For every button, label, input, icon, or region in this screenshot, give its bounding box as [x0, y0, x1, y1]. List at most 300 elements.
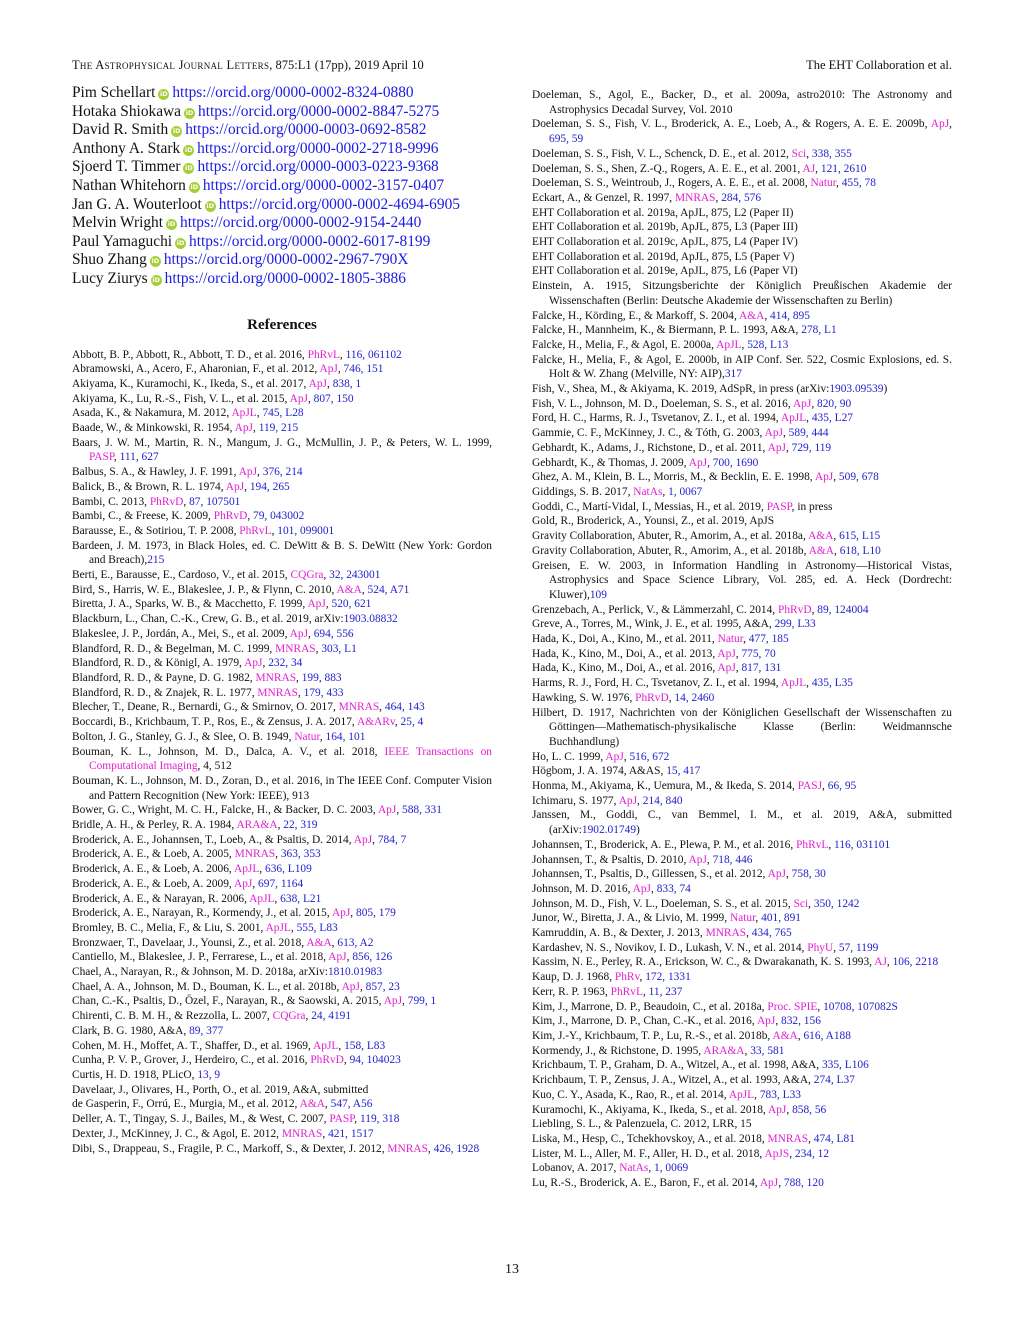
volume-link[interactable]: 474, L81 — [813, 1132, 855, 1145]
volume-link[interactable]: 856, 126 — [352, 951, 393, 964]
journal-link[interactable]: ApJ — [244, 657, 263, 670]
journal-link[interactable]: ApJ — [308, 377, 327, 390]
reference-text: Krichbaum, T. P., Zensus, J. A., Witzel, A., et al. 1993, A&A, — [532, 1074, 814, 1087]
reference-text: Blandford, R. D., & Begelman, M. C. 1999, — [72, 642, 276, 655]
journal-link[interactable]: ARA&A — [703, 1044, 745, 1057]
reference-item — [532, 382, 952, 397]
journal-link[interactable]: MNRAS — [338, 701, 380, 714]
volume-link[interactable]: 199, 883 — [301, 672, 342, 684]
journal-link[interactable]: MNRAS — [674, 191, 716, 204]
reference-text: Berti, E., Barausse, E., Cardoso, V., et al. 2015, — [72, 569, 291, 582]
reference-text: EHT Collaboration et al. 2019d, ApJL, 875, L5 (Paper V) — [532, 250, 795, 263]
volume-link[interactable]: 426, 1928 — [433, 1142, 480, 1155]
reference-item — [532, 706, 952, 750]
volume-link[interactable]: 172, 1331 — [645, 971, 691, 984]
volume-link[interactable]: 695, 59 — [549, 133, 584, 146]
volume-link[interactable]: 116, 031101 — [834, 838, 891, 851]
volume-link[interactable]: 66, 95 — [827, 780, 857, 793]
volume-link[interactable]: 817, 131 — [741, 662, 782, 675]
reference-text: Davelaar, J., Olivares, H., Porth, O., et al. 2019, A&A, submitted — [72, 1083, 369, 1096]
journal-link[interactable]: A&A — [772, 1030, 798, 1042]
journal-link[interactable]: ApJL — [265, 921, 291, 934]
reference-item: Cunha, P. V. P., Grover, J., Herdeiro, C., et al. 2016, PhRvD, 94, 104023 — [72, 1054, 401, 1067]
volume-link[interactable]: 335, L106 — [821, 1059, 869, 1072]
reference-item: Gebhardt, K., Adams, J., Richstone, D., et al. 2011, ApJ, 729, 119 — [532, 441, 832, 454]
reference-item: Ghez, A. M., Klein, B. L., Morris, M., & Becklin, E. E. 1998, ApJ, 509, 678 — [532, 471, 879, 484]
volume-link[interactable]: 274, L37 — [813, 1074, 855, 1087]
volume-link[interactable]: 106, 2218 — [892, 956, 939, 969]
journal-link[interactable]: ApJ — [756, 1015, 776, 1028]
volume-link[interactable]: 10708, 107082S — [823, 1000, 898, 1013]
volume-link[interactable]: 116, 061102 — [345, 348, 402, 361]
volume-link[interactable]: 376, 214 — [262, 466, 303, 479]
journal-link[interactable]: ApJ — [319, 363, 338, 376]
journal-link[interactable]: NatAs — [619, 1162, 649, 1175]
orcid-link[interactable]: https://orcid.org/0000-0002-3157-0407 — [202, 176, 445, 194]
volume-link[interactable]: 87, 107501 — [189, 495, 241, 508]
journal-link[interactable]: ApJ — [759, 1177, 779, 1190]
journal-link[interactable]: AJ — [874, 956, 887, 969]
journal-link[interactable]: MNRAS — [257, 686, 298, 699]
journal-link[interactable]: ApJ — [341, 980, 360, 993]
volume-link[interactable]: 799, 1 — [407, 995, 437, 1008]
volume-link[interactable]: 775, 70 — [741, 647, 776, 660]
journal-link[interactable]: A&A — [808, 530, 834, 543]
reference-text: Kardashev, N. S., Novikov, I. D., Lukash, V. N., et al. 2014, — [532, 941, 808, 954]
journal-link[interactable]: Natur — [729, 912, 756, 925]
journal-link[interactable]: ApJL — [233, 863, 260, 876]
journal-link[interactable]: ApJL — [780, 677, 807, 690]
volume-link[interactable]: 1903.09539 — [829, 383, 884, 396]
orcid-icon[interactable]: iD — [151, 257, 160, 266]
reference-item: Berti, E., Barausse, E., Cardoso, V., et al. 2015, CQGra, 32, 243001 — [72, 569, 381, 582]
volume-link[interactable]: 858, 56 — [792, 1103, 827, 1116]
reference-text: Johnson, M. D., Fish, V. L., Doeleman, S. S., et al. 2015, — [532, 897, 794, 910]
volume-link[interactable]: 284, 576 — [721, 191, 762, 204]
reference-text: Gravity Collaboration, Abuter, R., Amorim, A., et al. 2018b, — [532, 544, 809, 557]
reference-text: Biretta, J. A., Sparks, W. B., & Macchetto, F. 1999, — [72, 598, 308, 611]
journal-link[interactable]: CQGra — [272, 1010, 306, 1023]
orcid-link[interactable]: https://orcid.org/0000-0002-8847-5275 — [198, 102, 440, 120]
orcid-icon[interactable]: iD — [176, 238, 185, 247]
journal-link[interactable]: ApJ — [289, 627, 309, 640]
volume-link[interactable]: 414, 895 — [770, 309, 810, 322]
journal-link[interactable]: Sci — [793, 897, 809, 910]
volume-link[interactable]: 79, 043002 — [253, 510, 305, 523]
volume-link[interactable]: 89, 124004 — [817, 603, 869, 616]
reference-item: Cantiello, M., Blakeslee, J. P., Ferrarese, L., et al. 2018, ApJ, 856, 126 — [72, 951, 393, 964]
orcid-icon[interactable]: iD — [152, 275, 160, 284]
journal-link[interactable]: ApJ — [377, 804, 397, 817]
volume-link[interactable]: 89, 377 — [189, 1024, 224, 1037]
reference-item: Baars, J. W. M., Martin, R. N., Mangum, J. G., McMullin, J. P., & Peters, W. L. 1999, PASP, 111, 627 — [72, 436, 492, 464]
journal-link[interactable]: ApJ — [289, 392, 308, 405]
author-entry — [72, 103, 492, 122]
reference-text: Broderick, A. E., & Loeb, A. 2005, — [72, 848, 235, 861]
reference-text: Doeleman, S., Agol, E., Backer, D., et al. 2009a, astro2010: The Astronomy and Astrophysics Decadal Survey, Vol. 2010 — [532, 89, 952, 116]
volume-link[interactable]: 14, 2460 — [674, 691, 715, 704]
volume-link[interactable]: 22, 319 — [283, 819, 318, 832]
reference-item: Kassim, N. E., Perley, R. A., Erickson, W. C., & Dwarakanath, K. S. 1993, AJ, 106, 2218 — [532, 956, 939, 969]
volume-link[interactable]: 700, 1690 — [712, 456, 759, 469]
journal-link[interactable]: MNRAS — [705, 927, 747, 940]
journal-link[interactable]: ApJ — [307, 598, 326, 611]
journal-link[interactable]: AJ — [802, 162, 816, 175]
journal-link[interactable]: ApJ — [618, 794, 638, 807]
journal-link[interactable]: IEEE Transactions on Computational Imaging — [89, 745, 492, 773]
journal-link[interactable]: PhRvD — [149, 495, 184, 508]
volume-link[interactable]: 516, 672 — [629, 750, 670, 763]
volume-link[interactable]: 194, 265 — [249, 480, 290, 493]
orcid-icon[interactable]: iD — [167, 220, 176, 229]
reference-item: Ho, L. C. 1999, ApJ, 516, 672 — [532, 750, 670, 763]
volume-link[interactable]: 303, L1 — [321, 642, 357, 655]
orcid-link[interactable]: https://orcid.org/0000-0002-6017-8199 — [189, 232, 431, 250]
journal-link[interactable]: PhRvL — [610, 985, 643, 998]
journal-link[interactable]: ApJ — [792, 397, 812, 410]
reference-text: Ho, L. C. 1999, — [532, 750, 606, 763]
journal-link[interactable]: PhRvD — [310, 1054, 344, 1067]
volume-link[interactable]: 214, 840 — [642, 794, 683, 807]
journal-link[interactable]: ApJ — [331, 907, 351, 920]
reference-text: Bird, S., Harris, W. E., Blakeslee, J. P., & Flynn, C. 2010, — [72, 583, 337, 596]
reference-item: Chan, C.-K., Psaltis, D., Özel, F., Narayan, R., & Saowski, A. 2015, ApJ, 799, 1 — [72, 995, 437, 1008]
reference-item — [532, 808, 952, 837]
volume-link[interactable]: 613, A2 — [337, 936, 374, 949]
volume-link[interactable]: 24, 4191 — [311, 1010, 352, 1023]
reference-text: Doeleman, S. S., Shen, Z.-Q., Rogers, A. E. E., et al. 2001, — [532, 162, 803, 175]
journal-link[interactable]: MNRAS — [281, 1127, 323, 1140]
orcid-link[interactable]: https://orcid.org/0000-0003-0692-8582 — [185, 121, 427, 139]
volume-link[interactable]: 783, L33 — [759, 1088, 801, 1101]
reference-text: Blackburn, L., Chan, C.-K., Crew, G. B., et al. 2019, arXiv: — [72, 613, 344, 626]
journal-link[interactable]: Sci — [791, 147, 807, 160]
journal-link[interactable]: ApJ — [688, 853, 707, 866]
journal-link[interactable]: ApJ — [767, 441, 786, 454]
volume-link[interactable]: 589, 444 — [788, 427, 829, 440]
reference-item: Blandford, R. D., & Payne, D. G. 1982, MNRAS, 199, 883 — [72, 672, 342, 684]
volume-link[interactable]: 758, 30 — [791, 868, 826, 881]
journal-link[interactable]: PhRvD — [635, 691, 669, 704]
journal-link[interactable]: A&A — [808, 544, 835, 557]
orcid-icon[interactable]: iD — [206, 201, 215, 210]
orcid-icon[interactable]: iD — [184, 145, 193, 154]
volume-link[interactable]: 32, 243001 — [329, 569, 381, 582]
reference-text: Cantiello, M., Blakeslee, J. P., Ferrarese, L., et al. 2018, — [72, 951, 329, 964]
journal-link[interactable]: PhRvL — [796, 838, 829, 851]
reference-item: Johannsen, T., Broderick, A. E., Plewa, P. M., et al. 2016, PhRvL, 116, 031101 — [532, 838, 891, 851]
journal-link[interactable]: NatAs — [633, 485, 663, 498]
volume-link[interactable]: 1, 0069 — [654, 1162, 689, 1175]
reference-text: Goddi, C., Martí-Vidal, I., Messias, H., et al. 2019, — [532, 500, 767, 513]
reference-item: Bromley, B. C., Melia, F., & Liu, S. 2001, ApJL, 555, L83 — [72, 921, 338, 934]
journal-link[interactable]: MNRAS — [767, 1132, 809, 1145]
reference-item: Lu, R.-S., Broderick, A. E., Baron, F., et al. 2014, ApJ, 788, 120 — [532, 1177, 824, 1190]
reference-item: Balick, B., & Brown, R. L. 1974, ApJ, 194, 265 — [72, 480, 290, 493]
reference-item — [72, 1068, 492, 1083]
journal-link[interactable]: A&A — [739, 309, 765, 322]
orcid-link[interactable]: https://orcid.org/0000-0003-0223-9368 — [197, 158, 439, 176]
volume-link[interactable]: 1903.08832 — [343, 613, 398, 626]
volume-link[interactable]: 121, 2610 — [820, 162, 867, 175]
volume-link[interactable]: 807, 150 — [313, 392, 354, 405]
journal-link[interactable]: ApJ — [767, 868, 786, 881]
reference-item — [532, 353, 952, 382]
volume-link[interactable]: 509, 678 — [838, 471, 879, 484]
volume-link[interactable]: 746, 151 — [343, 363, 384, 376]
reference-text: Ford, H. C., Harms, R. J., Tsvetanov, Z. I., et al. 1994, — [532, 412, 781, 425]
reference-text: Bambi, C. 2013, — [72, 495, 150, 508]
journal-link[interactable]: MNRAS — [275, 642, 316, 655]
volume-link[interactable]: 729, 119 — [791, 441, 832, 454]
volume-link[interactable]: 25, 4 — [400, 716, 424, 729]
volume-link[interactable]: 1810.01983 — [327, 966, 383, 979]
reference-text: Greisen, E. W. 2003, in Information Handling in Astronomy—Historical Vistas, Astrophysics and Space Science Library, Vol. 285, ed. A. Heck (Dordrecht: Kluwer), — [532, 559, 952, 601]
volume-link[interactable]: 232, 34 — [268, 657, 303, 670]
orcid-link[interactable]: https://orcid.org/0000-0002-9154-2440 — [180, 214, 422, 232]
journal-link[interactable]: ApJ — [632, 882, 651, 895]
orcid-icon[interactable]: iD — [190, 182, 199, 191]
volume-link[interactable]: 857, 23 — [365, 980, 400, 993]
reference-item: Gravity Collaboration, Abuter, R., Amorim, A., et al. 2018a, A&A, 615, L15 — [532, 530, 881, 543]
reference-text: Kaup, D. J. 1968, — [532, 971, 615, 984]
journal-link[interactable]: ApJL — [313, 1039, 339, 1052]
volume-link[interactable]: 615, L15 — [839, 530, 881, 543]
journal-link[interactable]: ApJ — [768, 1103, 787, 1116]
volume-link[interactable]: 784, 7 — [377, 833, 407, 846]
reference-item: Johannsen, T., Psaltis, D., Gillessen, S., et al. 2012, ApJ, 758, 30 — [532, 868, 826, 881]
volume-link[interactable]: 13, 9 — [197, 1068, 221, 1081]
reference-text: EHT Collaboration et al. 2019b, ApJL, 875, L3 (Paper III) — [532, 221, 798, 234]
volume-link[interactable]: 33, 581 — [750, 1044, 785, 1057]
journal-link[interactable]: ApJ — [233, 877, 253, 890]
volume-link[interactable]: 638, L21 — [280, 892, 322, 905]
volume-link[interactable]: 119, 215 — [258, 422, 299, 435]
journal-link[interactable]: MNRAS — [234, 848, 276, 861]
journal-link[interactable]: ApJS — [764, 1147, 790, 1160]
volume-link[interactable]: 838, 1 — [332, 377, 362, 390]
journal-link[interactable]: A&A — [306, 936, 332, 949]
journal-link[interactable]: A&A — [299, 1098, 325, 1111]
volume-link[interactable]: 805, 179 — [356, 907, 396, 920]
journal-link[interactable]: MNRAS — [255, 672, 297, 684]
journal-link[interactable]: Natur — [810, 177, 837, 190]
volume-link[interactable]: 435, L27 — [811, 412, 853, 425]
reference-item: Johnson, M. D. 2016, ApJ, 833, 74 — [532, 882, 691, 895]
orcid-icon[interactable]: iD — [160, 90, 168, 98]
journal-link[interactable]: ApJL — [249, 892, 275, 905]
journal-link[interactable]: ApJ — [328, 951, 347, 964]
journal-link[interactable]: ApJ — [605, 750, 624, 763]
reference-text: Fish, V. L., Johnson, M. D., Doeleman, S. S., et al. 2016, — [532, 397, 793, 410]
volume-link[interactable]: 401, 891 — [761, 912, 801, 925]
journal-link[interactable]: Natur — [717, 633, 744, 646]
volume-link[interactable]: 109 — [589, 588, 607, 601]
volume-link[interactable]: 788, 120 — [783, 1177, 824, 1190]
reference-item: Johnson, M. D., Fish, V. L., Doeleman, S. S., et al. 2015, Sci, 350, 1242 — [532, 897, 860, 910]
journal-link[interactable]: PhyU — [807, 941, 834, 954]
volume-link[interactable]: 215 — [147, 554, 165, 567]
journal-link[interactable]: ApJ — [225, 480, 245, 493]
volume-link[interactable]: 555, L83 — [296, 921, 338, 934]
reference-item: Giddings, S. B. 2017, NatAs, 1, 0067 — [532, 485, 703, 498]
journal-link[interactable]: ApJ — [353, 833, 373, 846]
reference-text: Hilbert, D. 1917, Nachrichten von der Königlichen Gesellschaft der Wissenschaften zu Göttingen—Mathematisch-physikalische Klasse (Berlin: Weidmannsche Buchhandlung) — [532, 706, 952, 748]
reference-item — [532, 764, 952, 779]
reference-item: Eckart, A., & Genzel, R. 1997, MNRAS, 284, 576 — [532, 191, 762, 204]
reference-item: Dibi, S., Drappeau, S., Fragile, P. C., Markoff, S., & Dexter, J. 2012, MNRAS, 426, 1928 — [72, 1142, 480, 1155]
volume-link[interactable]: 317 — [724, 368, 742, 381]
reference-item: Bronzwaer, T., Davelaar, J., Younsi, Z., et al. 2018, A&A, 613, A2 — [72, 936, 374, 949]
author-name: Pim Schellart — [72, 84, 156, 101]
journal-link[interactable]: A&ARv — [356, 716, 395, 729]
orcid-link[interactable]: https://orcid.org/0000-0002-1805-3886 — [164, 269, 406, 287]
journal-link[interactable]: PhRvD — [213, 510, 248, 523]
reference-item: Kim, J., Marrone, D. P., Chan, C.-K., et al. 2016, ApJ, 832, 156 — [532, 1015, 821, 1028]
reference-text: Falcke, H., Melia, F., & Agol, E. 2000b, in AIP Conf. Ser. 522, Cosmic Explosions, ed. S. Holt & W. Zhang (Melville, NY: AIP), — [532, 353, 952, 381]
volume-link[interactable]: 119, 318 — [359, 1113, 400, 1126]
volume-link[interactable]: 158, L83 — [344, 1039, 386, 1052]
volume-link[interactable]: 435, L35 — [811, 677, 853, 690]
volume-link[interactable]: 745, L28 — [262, 407, 304, 420]
reference-item: Barausse, E., & Sotiriou, T. P. 2008, PhRvL, 101, 099001 — [72, 524, 335, 537]
volume-link[interactable]: 434, 765 — [751, 927, 792, 940]
reference-text: Dexter, J., McKinney, J. C., & Agol, E. 2012, — [72, 1127, 282, 1140]
orcid-link[interactable]: https://orcid.org/0000-0002-8324-0880 — [172, 84, 414, 101]
journal-link[interactable]: ApJ — [238, 466, 258, 479]
orcid-link[interactable]: https://orcid.org/0000-0002-2718-9996 — [197, 139, 439, 157]
volume-link[interactable]: 15, 417 — [666, 765, 701, 778]
journal-link[interactable]: PhRv — [614, 971, 640, 984]
reference-text: Broderick, A. E., Johannsen, T., Loeb, A., & Psaltis, D. 2014, — [72, 833, 354, 846]
volume-link[interactable]: 547, A56 — [330, 1098, 373, 1111]
volume-link[interactable]: 299, L33 — [774, 618, 816, 631]
volume-link[interactable]: 694, 556 — [313, 627, 354, 640]
journal-link[interactable]: ARA&A — [236, 819, 278, 832]
journal-link[interactable]: ApJL — [728, 1088, 755, 1101]
volume-link[interactable]: 697, 1164 — [258, 877, 304, 890]
volume-link[interactable]: 338, 355 — [811, 147, 852, 160]
volume-link[interactable]: 363, 353 — [280, 848, 321, 861]
volume-link[interactable]: 1902.01749 — [581, 824, 637, 837]
orcid-icon[interactable]: iD — [185, 108, 194, 117]
volume-link[interactable]: 718, 446 — [712, 853, 753, 866]
reference-text: EHT Collaboration et al. 2019e, ApJL, 875, L6 (Paper VI) — [532, 265, 798, 278]
journal-link[interactable]: ApJ — [930, 118, 950, 131]
reference-item: Abbott, B. P., Abbott, R., Abbott, T. D., et al. 2016, PhRvL, 116, 061102 — [72, 348, 402, 361]
journal-link[interactable]: PhRvD — [778, 603, 812, 616]
reference-item: Baade, W., & Minkowski, R. 1954, ApJ, 119, 215 — [72, 422, 299, 435]
journal-link[interactable]: Natur — [294, 730, 320, 743]
volume-link[interactable]: 164, 101 — [325, 730, 366, 743]
volume-link[interactable]: 520, 621 — [331, 598, 372, 611]
journal-link[interactable]: MNRAS — [387, 1142, 428, 1155]
volume-link[interactable]: 278, L1 — [801, 324, 837, 337]
journal-link[interactable]: ApJ — [717, 647, 736, 660]
volume-link[interactable]: 455, 78 — [841, 177, 876, 190]
volume-link[interactable]: 588, 331 — [402, 804, 442, 817]
orcid-link[interactable]: https://orcid.org/0000-0002-4694-6905 — [218, 195, 460, 213]
volume-link[interactable]: 111, 627 — [119, 451, 159, 464]
volume-link[interactable]: 636, L109 — [265, 863, 312, 876]
reference-text: Blakeslee, J. P., Jordán, A., Mei, S., et al. 2009, — [72, 627, 290, 640]
journal-link[interactable]: PASP — [766, 500, 792, 513]
journal-link[interactable]: PASP — [89, 451, 114, 464]
reference-text: Fish, V., Shea, M., & Akiyama, K. 2019, AdSpR, in press (arXiv: — [532, 383, 830, 396]
journal-link[interactable]: ApJL — [716, 338, 742, 351]
volume-link[interactable]: 832, 156 — [781, 1015, 821, 1028]
journal-link[interactable]: ApJ — [234, 422, 253, 435]
volume-link[interactable]: 477, 185 — [748, 633, 789, 646]
reference-text: Falcke, H., Mannheim, K., & Biermann, P. L. 1993, A&A, — [532, 324, 802, 337]
volume-link[interactable]: 833, 74 — [656, 882, 691, 895]
journal-link[interactable]: ApJL — [231, 407, 257, 420]
volume-link[interactable]: 234, 12 — [794, 1147, 830, 1160]
reference-item: Harms, R. J., Ford, H. C., Tsvetanov, Z. I., et al. 1994, ApJL, 435, L35 — [532, 677, 853, 690]
journal-link[interactable]: A&A — [336, 583, 362, 596]
volume-link[interactable]: 820, 90 — [817, 397, 852, 410]
journal-link[interactable]: Proc. SPIE — [767, 1000, 818, 1013]
journal-link[interactable]: PhRvL — [307, 348, 340, 361]
volume-link[interactable]: 528, L13 — [747, 338, 789, 351]
journal-link[interactable]: CQGra — [290, 569, 324, 582]
journal-link[interactable]: PASP — [329, 1113, 355, 1126]
volume-link[interactable]: 618, L10 — [839, 544, 881, 557]
volume-link[interactable]: 524, A71 — [367, 583, 410, 596]
journal-link[interactable]: ApJ — [814, 471, 834, 484]
volume-link[interactable]: 616, A188 — [803, 1030, 851, 1042]
reference-item: Broderick, A. E., & Loeb, A. 2005, MNRAS, 363, 353 — [72, 848, 321, 861]
journal-link[interactable]: ApJ — [717, 662, 736, 675]
orcid-link[interactable]: https://orcid.org/0000-0002-2967-790X — [163, 251, 409, 269]
volume-link[interactable]: 464, 143 — [384, 701, 425, 714]
journal-link[interactable]: ApJ — [764, 427, 783, 440]
reference-text: Eckart, A., & Genzel, R. 1997, — [532, 191, 675, 204]
volume-link[interactable]: 11, 237 — [648, 985, 683, 998]
reference-item: Kerr, R. P. 1963, PhRvL, 11, 237 — [532, 985, 683, 998]
reference-item: Doeleman, S. S., Fish, V. L., Broderick, A. E., Loeb, A., & Rogers, A. E. E. 2009b, ApJ, 695, 59 — [532, 118, 952, 146]
reference-text: Kamruddin, A. B., & Dexter, J. 2013, — [532, 927, 706, 940]
volume-link[interactable]: 1, 0067 — [668, 485, 703, 498]
volume-link[interactable]: 421, 1517 — [328, 1127, 374, 1140]
volume-link[interactable]: 94, 104023 — [349, 1054, 401, 1067]
author-entry — [72, 177, 492, 196]
reference-text: Einstein, A. 1915, Sitzungsberichte der Königlich Preußischen Akademie der Wissenschaften (Berlin: Deutsche Akademie der Wissenschaften zu Berlin) — [532, 280, 952, 307]
orcid-icon[interactable]: iD — [185, 164, 193, 173]
volume-link[interactable]: 350, 1242 — [813, 897, 860, 910]
volume-link[interactable]: 179, 433 — [303, 686, 344, 699]
reference-item: Gravity Collaboration, Abuter, R., Amorim, A., et al. 2018b, A&A, 618, L10 — [532, 544, 881, 557]
reference-text: Junor, W., Biretta, J. A., & Livio, M. 1999, — [532, 912, 730, 925]
journal-link[interactable]: PASJ — [797, 780, 823, 793]
author-name: Sjoerd T. Timmer — [72, 158, 181, 176]
volume-link[interactable]: 57, 1199 — [838, 941, 879, 954]
journal-link[interactable]: ApJ — [383, 995, 403, 1008]
reference-text: Broderick, A. E., Narayan, R., Kormendy, J., et al. 2015, — [72, 907, 332, 920]
reference-text: Ichimaru, S. 1977, — [532, 794, 619, 807]
reference-item — [532, 1058, 952, 1073]
page-number: 13 — [505, 1262, 519, 1277]
reference-text: Gebhardt, K., Adams, J., Richstone, D., et al. 2011, — [532, 441, 768, 454]
reference-text: Bronzwaer, T., Davelaar, J., Younsi, Z., et al. 2018, — [72, 936, 307, 949]
reference-item — [532, 1117, 952, 1132]
journal-link[interactable]: PhRvL — [239, 524, 272, 537]
author-entry — [72, 121, 492, 140]
journal-link[interactable]: ApJ — [688, 456, 708, 469]
journal-link[interactable]: ApJL — [780, 412, 807, 425]
orcid-icon[interactable]: iD — [172, 127, 181, 136]
volume-link[interactable]: 101, 099001 — [277, 524, 335, 537]
